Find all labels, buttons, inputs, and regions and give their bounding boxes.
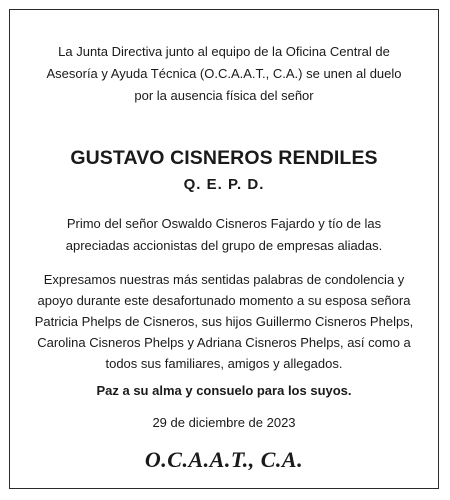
relation-paragraph: Primo del señor Oswaldo Cisneros Fajardo y tío de las apreciadas accionistas del grupo de empresas aliadas. <box>65 216 383 253</box>
qepd-line: Q. E. P. D. <box>183 176 265 193</box>
condolence-paragraph: Expresamos nuestras más sentidas palabras de condolencia y apoyo durante este desafortunado momento a su esposa señora Patricia Phelps de Cisneros, sus hijos Guillermo Cisneros Phelps, Carolina Cisneros Phelps y Adriana Cisneros Phelps, así como a todos sus familiares, amigos y allegados. <box>34 272 414 371</box>
intro-paragraph: La Junta Directiva junto al equipo de la Oficina Central de Asesoría y Ayuda Técnica (O.C.A.A.T., C.A.) se unen al duelo por la ausencia física del señor <box>46 44 402 103</box>
notice-date: 29 de diciembre de 2023 <box>152 415 296 430</box>
signature: O.C.A.A.T., C.A. <box>144 447 304 472</box>
obituary-notice <box>9 9 439 489</box>
closing-line: Paz a su alma y consuelo para los suyos. <box>96 383 352 398</box>
deceased-name: GUSTAVO CISNEROS RENDILES <box>70 147 378 169</box>
